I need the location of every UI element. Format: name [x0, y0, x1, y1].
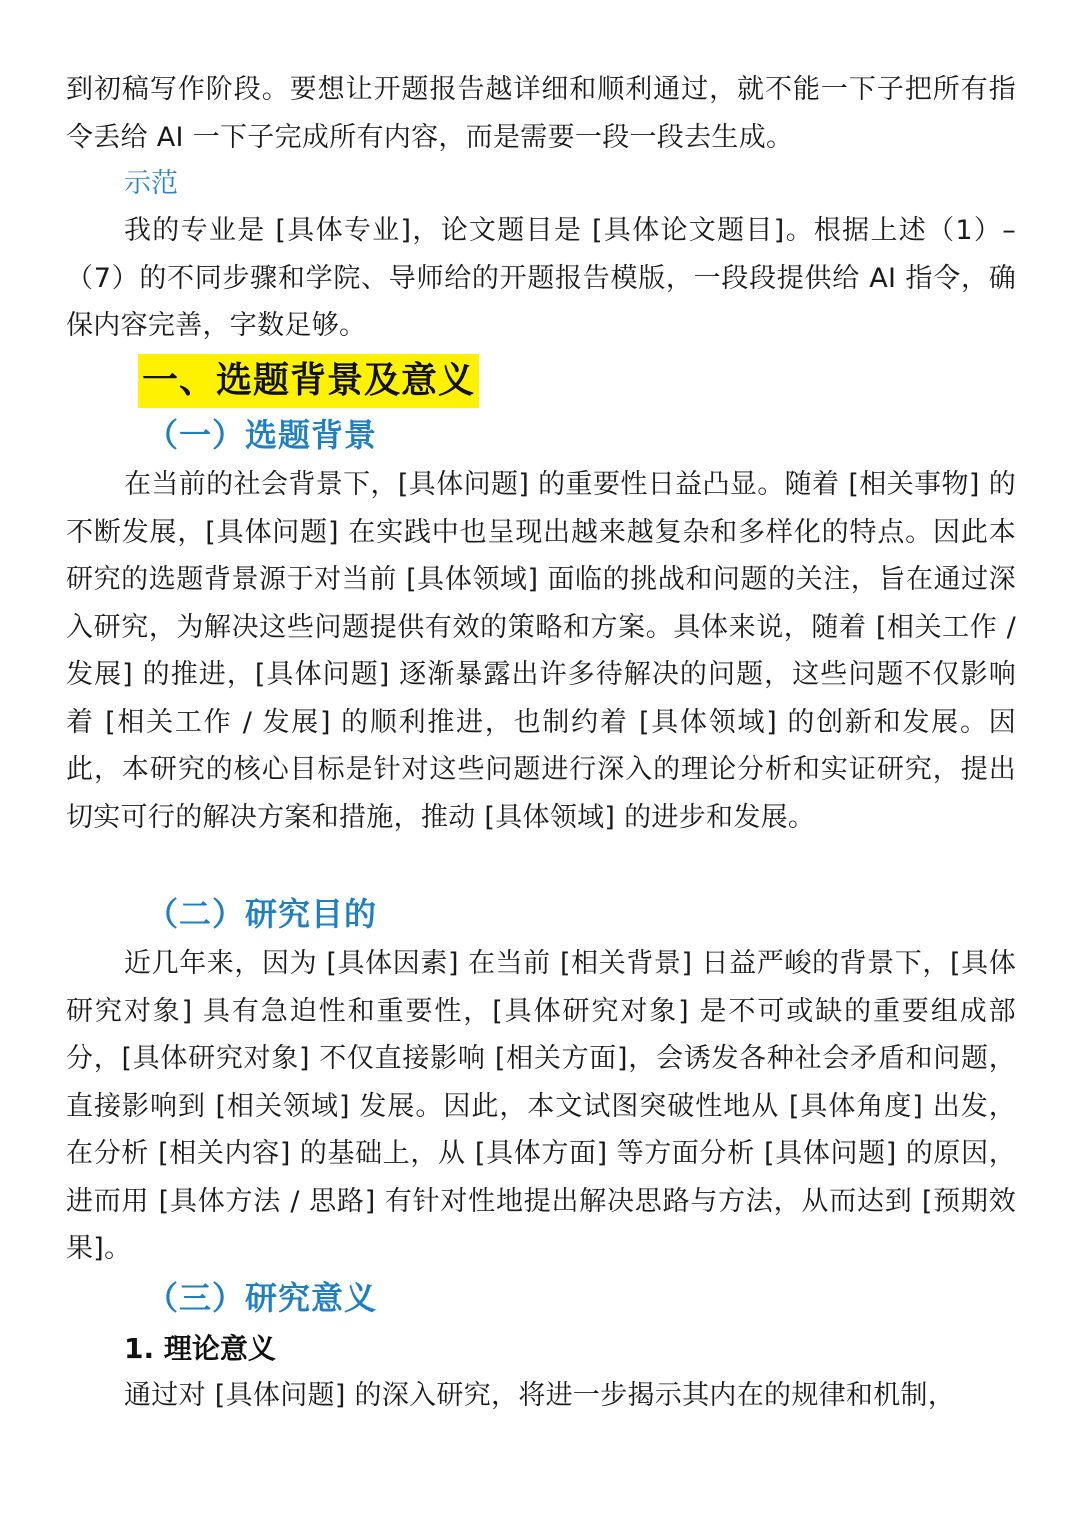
- purpose-paragraph: 近几年来，因为 [具体因素] 在当前 [相关背景] 日益严峻的背景下，[具体研究对象] 具有急迫性和重要性，[具体研究对象] 是不可或缺的重要组成部分，[具体研究对象] 不仅直接影响 [相关方面]，会诱发各种社会矛盾和问题，直接影响到 [相关领域] 发展。因此，本文试图突破性地从 [具体角度] 出发，在分析 [相关内容] 的基础上，从 [具体方面] 等方面分析 [具体问题] 的原因，进而用 [具体方法 / 思路] 有针对性地提出解决思路与方法，从而达到 [预期效果]。: [66, 948, 1016, 1264]
- theoretical-significance-paragraph: 通过对 [具体问题] 的深入研究，将进一步揭示其内在的规律和机制，: [124, 1380, 956, 1411]
- subsection-heading-purpose: （二）研究目的: [146, 895, 378, 933]
- subsection-heading-background: （一）选题背景: [146, 416, 378, 454]
- subsection-heading-significance: （三）研究意义: [146, 1279, 378, 1317]
- intro-paragraph: 到初稿写作阶段。要想让开题报告越详细和顺利通过，就不能一下子把所有指令丢给 AI 一下子完成所有内容，而是需要一段一段去生成。: [66, 74, 1016, 153]
- section-heading-background-significance: 一、选题背景及意义: [138, 354, 479, 408]
- demo-label: 示范: [124, 168, 178, 199]
- background-paragraph: 在当前的社会背景下，[具体问题] 的重要性日益凸显。随着 [相关事物] 的不断发展，[具体问题] 在实践中也呈现出越来越复杂和多样化的特点。因此本研究的选题背景源于对当前 [具体领域] 面临的挑战和问题的关注，旨在通过深入研究，为解决这些问题提供有效的策略和方案。具体来说，随着 [相关工作 / 发展] 的推进，[具体问题] 逐渐暴露出许多待解决的问题，这些问题不仅影响着 [相关工作 / 发展] 的顺利推进，也制约着 [具体领域] 的创新和发展。因此，本研究的核心目标是针对这些问题进行深入的理论分析和实证研究，提出切实可行的解决方案和措施，推动 [具体领域] 的进步和发展。: [66, 469, 1016, 833]
- demo-paragraph: 我的专业是 [具体专业]，论文题目是 [具体论文题目]。根据上述（1）–（7）的不同步骤和学院、导师给的开题报告模版，一段段提供给 AI 指令，确保内容完善，字数足够。: [66, 215, 1016, 341]
- item-heading-theoretical-significance: 1. 理论意义: [124, 1332, 276, 1365]
